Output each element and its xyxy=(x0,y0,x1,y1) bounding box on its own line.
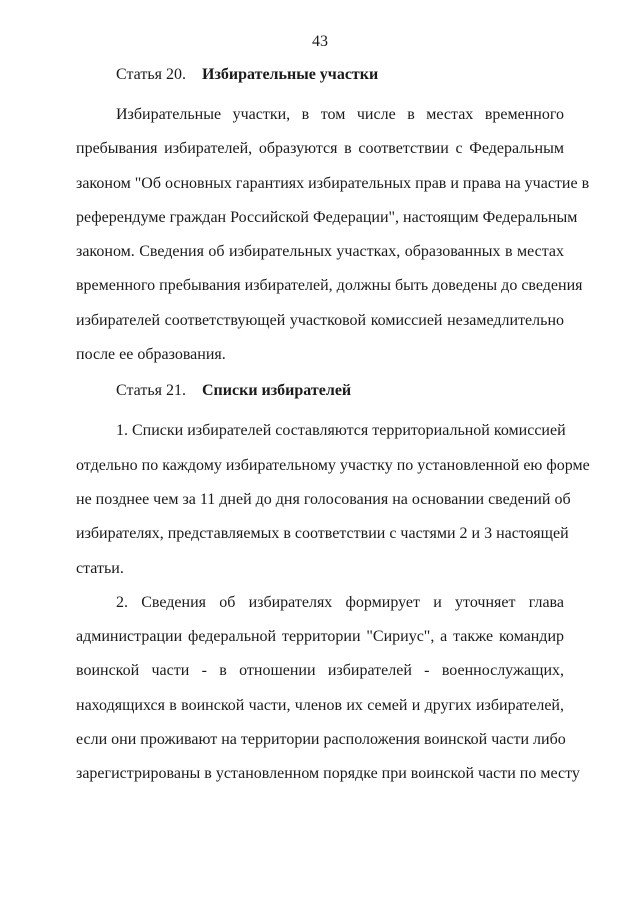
text-line: отдельно по каждому избирательному участку по установленной ею форме xyxy=(76,456,590,474)
text-line: пребывания избирателей, образуются в соответствии с Федеральным xyxy=(76,140,564,158)
article-20-number: Статья 20. xyxy=(116,66,186,83)
text-line: Избирательные участки, в том числе в местах временного xyxy=(116,106,564,123)
article-20-heading xyxy=(76,64,564,86)
text-line: находящихся в воинской части, членов их семей и других избирателей, xyxy=(76,696,564,714)
text-line: после ее образования. xyxy=(76,346,226,364)
text-line: статьи. xyxy=(76,559,124,577)
article-21-part-2 xyxy=(76,586,580,792)
text-line: референдуме граждан Российской Федерации", настоящим Федеральным xyxy=(76,208,578,226)
article-21-number: Статья 21. xyxy=(116,382,186,400)
article-21-part-1 xyxy=(76,414,590,585)
article-20-paragraph xyxy=(76,98,590,372)
article-21-title: Списки избирателей xyxy=(202,382,352,400)
text-line: администрации федеральной территории "Сириус", а также командир xyxy=(76,628,564,646)
document-body xyxy=(76,64,590,792)
article-20-title: Избирательные участки xyxy=(202,66,379,83)
text-line: избирателей соответствующей участковой комиссией незамедлительно xyxy=(76,311,564,329)
text-line: законом "Об основных гарантиях избирательных прав и права на участие в xyxy=(76,174,590,192)
text-line: временного пребывания избирателей, должны быть доведены до сведения xyxy=(76,277,583,295)
text-line: 1. Списки избирателей составляются территориальной комиссией xyxy=(116,422,566,440)
text-line: воинской части - в отношении избирателей - военнослужащих, xyxy=(76,662,564,680)
text-line: если они проживают на территории расположения воинской части либо xyxy=(76,731,566,749)
text-line: не позднее чем за 11 дней до дня голосования на основании сведений об xyxy=(76,490,571,508)
text-line: зарегистрированы в установленном порядке при воинской части по месту xyxy=(76,765,580,783)
article-21-heading xyxy=(76,380,564,402)
text-line: 2. Сведения об избирателях формирует и уточняет глава xyxy=(116,593,564,611)
page-number: 43 xyxy=(312,33,328,50)
text-line: законом. Сведения об избирательных участках, образованных в местах xyxy=(76,243,564,261)
text-line: избирателях, представляемых в соответствии с частями 2 и 3 настоящей xyxy=(76,525,569,543)
